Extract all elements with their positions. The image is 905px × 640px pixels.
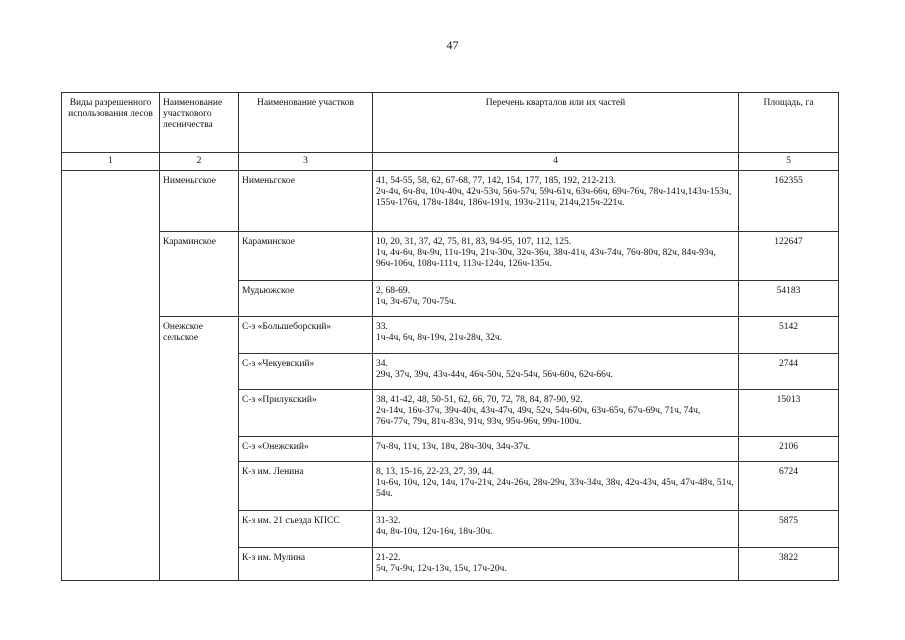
area-value: 162355: [739, 171, 839, 232]
section-name: С-з «Онежский»: [239, 437, 373, 462]
quarters-cell: [373, 390, 739, 437]
table-row: [62, 171, 839, 232]
partial-quarters: 1ч-4ч, 6ч, 8ч-19ч, 21ч-28ч, 32ч.: [376, 332, 503, 343]
partial-quarters: 5ч, 7ч-9ч, 12ч-13ч, 15ч, 17ч-20ч.: [376, 563, 507, 574]
quarters-cell: [373, 437, 739, 462]
area-value: 2106: [739, 437, 839, 462]
partial-quarters: 1ч, 3ч-67ч, 70ч-75ч.: [376, 296, 457, 307]
section-name: К-з им. Мулина: [239, 548, 373, 581]
header-row: [62, 93, 839, 153]
column-number-row: [62, 153, 839, 171]
quarters-cell: [373, 232, 739, 281]
header-forestry: Наименование участкового лесничества: [160, 93, 239, 153]
whole-quarters: 38, 41-42, 48, 50-51, 62, 66, 70, 72, 78, 84, 87-90, 92.: [376, 395, 583, 405]
column-number: 2: [160, 153, 239, 171]
section-name: К-з им. 21 съезда КПСС: [239, 511, 373, 548]
forest-quarters-table: [61, 92, 839, 581]
quarters-cell: [373, 317, 739, 354]
whole-quarters: 21-22.: [376, 553, 401, 563]
table-row: [62, 317, 839, 354]
area-value: 2744: [739, 354, 839, 390]
whole-quarters: 10, 20, 31, 37, 42, 75, 81, 83, 94-95, 107, 112, 125.: [376, 237, 572, 247]
section-name: Мудьюжское: [239, 281, 373, 317]
use-type-cell: [62, 171, 160, 581]
whole-quarters: 34.: [376, 359, 388, 369]
partial-quarters: 4ч, 8ч-10ч, 12ч-16ч, 18ч-30ч.: [376, 526, 493, 537]
whole-quarters: 31-32.: [376, 516, 401, 526]
whole-quarters: 2, 68-69.: [376, 286, 411, 296]
page-number: 47: [446, 38, 459, 52]
partial-quarters: 29ч, 37ч, 39ч, 43ч-44ч, 46ч-50ч, 52ч-54ч, 56ч-60ч, 62ч-66ч.: [376, 369, 614, 380]
quarters-cell: [373, 281, 739, 317]
section-name: Караминское: [239, 232, 373, 281]
quarters-cell: [373, 171, 739, 232]
partial-quarters: 2ч-14ч, 16ч-37ч, 39ч-40ч, 43ч-47ч, 49ч, 52ч, 54ч-60ч, 63ч-65ч, 67ч-69ч, 71ч, 74ч, 76ч-77ч, 79ч, 81ч-83ч, 91ч, 93ч, 95ч-96ч, 99ч-100ч.: [376, 405, 701, 427]
column-number: 1: [62, 153, 160, 171]
quarters-cell: [373, 548, 739, 581]
area-value: 54183: [739, 281, 839, 317]
whole-quarters: 41, 54-55, 58, 62, 67-68, 77, 142, 154, 177, 185, 192, 212-213.: [376, 176, 616, 186]
quarters-cell: [373, 354, 739, 390]
quarters-cell: [373, 462, 739, 511]
section-name: С-з «Чекуевский»: [239, 354, 373, 390]
whole-quarters: 7ч-8ч, 11ч, 13ч, 18ч, 28ч-30ч, 34ч-37ч.: [376, 442, 531, 452]
column-number: 4: [373, 153, 739, 171]
quarters-cell: [373, 511, 739, 548]
area-value: 6724: [739, 462, 839, 511]
header-quarters: Перечень кварталов или их частей: [373, 93, 739, 153]
forestry-name: Караминское: [160, 232, 239, 317]
partial-quarters: 2ч-4ч, 6ч-8ч, 10ч-40ч, 42ч-53ч, 56ч-57ч, 59ч-61ч, 63ч-66ч, 69ч-76ч, 78ч-141ч,143ч-153ч, 155ч-176ч, 178ч-184ч, 186ч-191ч, 193ч-211ч, 214ч,215ч-221ч.: [376, 186, 732, 208]
area-value: 15013: [739, 390, 839, 437]
area-value: 3822: [739, 548, 839, 581]
area-value: 5875: [739, 511, 839, 548]
section-name: К-з им. Ленина: [239, 462, 373, 511]
column-number: 5: [739, 153, 839, 171]
column-number: 3: [239, 153, 373, 171]
header-area: Площадь, га: [739, 93, 839, 153]
partial-quarters: 1ч-6ч, 10ч, 12ч, 14ч, 17ч-21ч, 24ч-26ч, 28ч-29ч, 33ч-34ч, 38ч, 42ч-43ч, 45ч, 47ч-48ч, 51ч, 54ч.: [376, 477, 734, 499]
header-sections: Наименование участков: [239, 93, 373, 153]
section-name: Нименьгское: [239, 171, 373, 232]
header-use-types: Виды разрешенного использования лесов: [62, 93, 160, 153]
whole-quarters: 33.: [376, 322, 388, 332]
section-name: С-з «Прилукский»: [239, 390, 373, 437]
forestry-name: Онежское сельское: [160, 317, 239, 581]
area-value: 5142: [739, 317, 839, 354]
table-row: [62, 232, 839, 281]
forestry-name: Нименьгское: [160, 171, 239, 232]
section-name: С-з «Большеборский»: [239, 317, 373, 354]
area-value: 122647: [739, 232, 839, 281]
partial-quarters: 1ч, 4ч-6ч, 8ч-9ч, 11ч-19ч, 21ч-30ч, 32ч-36ч, 38ч-41ч, 43ч-74ч, 76ч-80ч, 82ч, 84ч-93ч, 96ч-106ч, 108ч-111ч, 113ч-124ч, 126ч-135ч.: [376, 247, 716, 269]
whole-quarters: 8, 13, 15-16, 22-23, 27, 39, 44.: [376, 467, 494, 477]
